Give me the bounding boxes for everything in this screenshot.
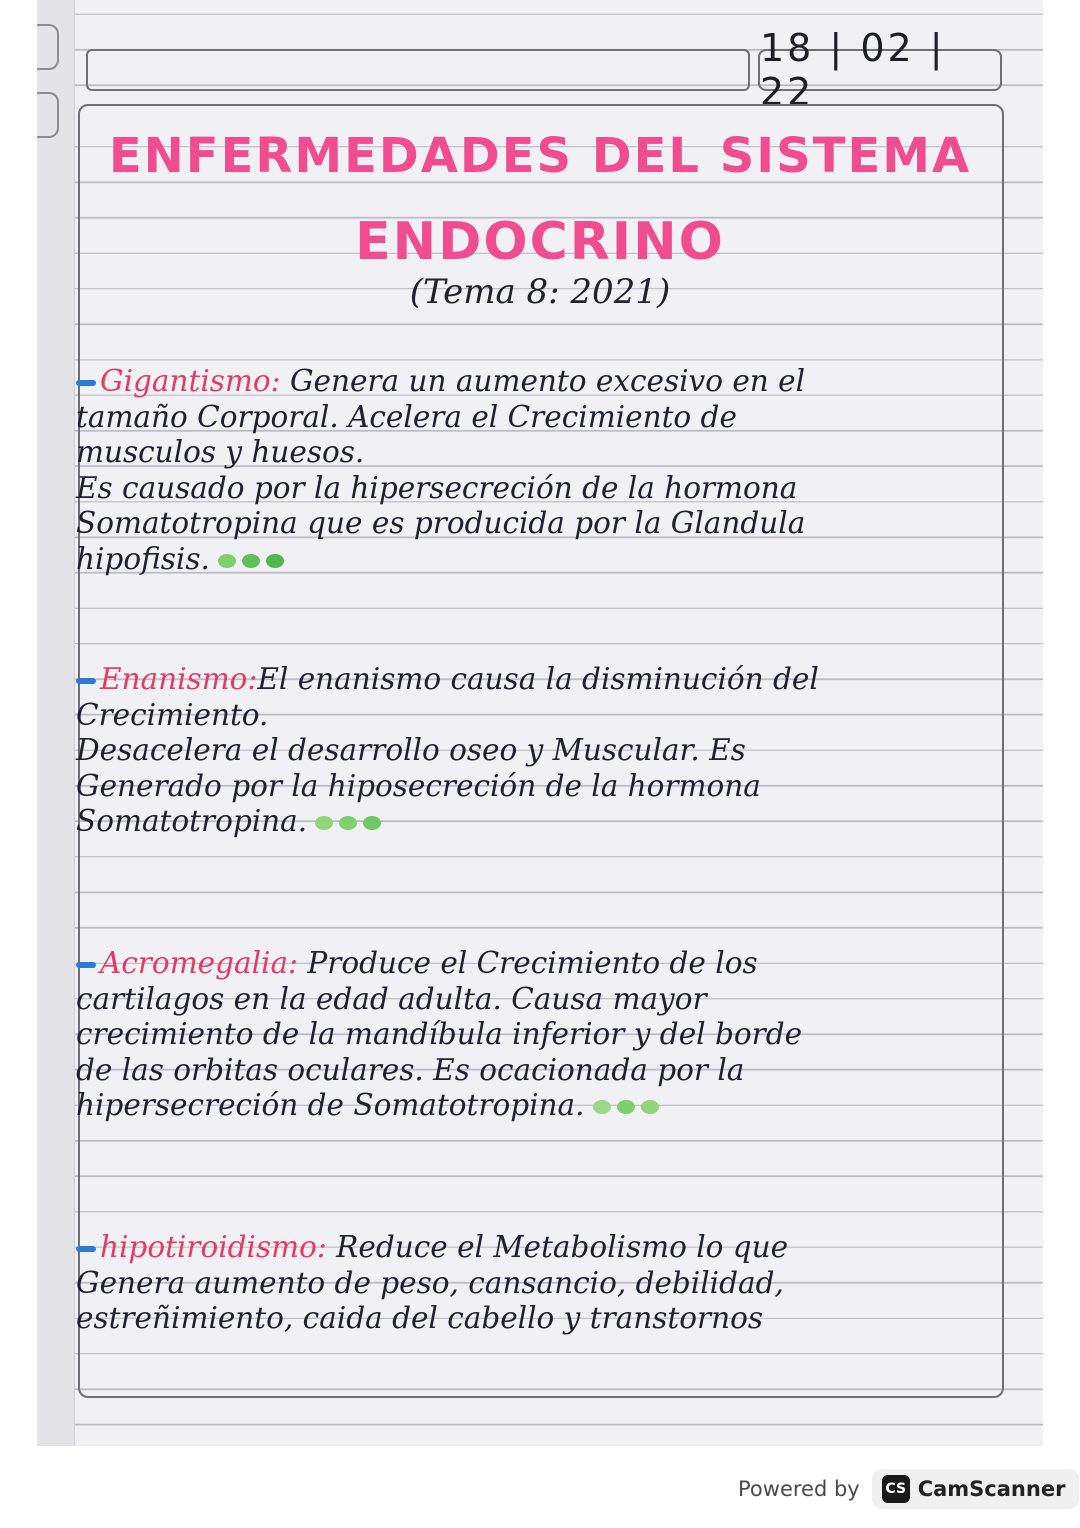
entry-line: Es causado por la hipersecreción de la hormona: [76, 470, 798, 505]
dot-icon: [363, 816, 381, 830]
entry-hipotiroidismo: [76, 1230, 1006, 1337]
dot-icon: [339, 816, 357, 830]
date-text: 18 | 02 | 22: [760, 26, 946, 114]
powered-by-text: Powered by: [738, 1477, 860, 1501]
camscanner-brand: CamScanner: [917, 1477, 1066, 1501]
entry-line: hipofisis.: [76, 541, 210, 576]
bullet-dash-icon: [76, 380, 96, 386]
bullet-dash-icon: [76, 962, 96, 968]
entry-line: Somatotropina.: [76, 804, 308, 838]
page-title: ENFERMEDADES DEL SISTEMA: [108, 128, 972, 184]
entry-term: Acromegalia:: [100, 946, 298, 980]
entry-line: estreñimiento, caida del cabello y transtornos: [76, 1301, 764, 1335]
dot-icon: [266, 554, 284, 568]
dot-icon: [617, 1100, 635, 1114]
entry-term: Gigantismo:: [100, 364, 281, 398]
green-dots-icon: [315, 816, 381, 830]
entry-line: hipersecreción de Somatotropina.: [76, 1088, 585, 1122]
spine-tab: [37, 24, 59, 70]
entry-enanismo: [76, 662, 1006, 840]
dot-icon: [218, 554, 236, 568]
entry-line: de las orbitas oculares. Es ocacionada por la: [76, 1052, 745, 1087]
spine-tab: [37, 92, 59, 138]
entry-line: cartilagos en la edad adulta. Causa mayor: [76, 981, 707, 1016]
entry-line: Desacelera el desarrollo oseo y Muscular. Es: [76, 733, 746, 767]
subtitle: (Tema 8: 2021): [409, 272, 671, 312]
page-title-line2: ENDOCRINO: [355, 212, 725, 272]
entry-line: Generado por la hiposecreción de la hormona: [76, 768, 761, 803]
entry-acromegalia: [76, 946, 1006, 1124]
entry-line: crecimiento de la mandíbula inferior y del borde: [76, 1017, 803, 1051]
header-blank-box: [86, 49, 750, 91]
entry-line: Genera un aumento excesivo en el: [280, 364, 806, 398]
entry-line: Crecimiento.: [76, 697, 269, 732]
entry-gigantismo: [76, 364, 1006, 577]
entry-term: hipotiroidismo:: [100, 1230, 327, 1264]
camscanner-logo-icon: CS: [882, 1475, 910, 1503]
camscanner-watermark: [738, 1466, 1079, 1512]
entry-line: Produce el Crecimiento de los: [298, 946, 758, 980]
entry-term: Enanismo:: [100, 662, 258, 696]
dot-icon: [593, 1100, 611, 1114]
dot-icon: [641, 1100, 659, 1114]
entry-line: musculos y huesos.: [76, 435, 365, 469]
date-box: [758, 26, 1002, 114]
entry-line: El enanismo causa la disminución del: [257, 662, 819, 696]
green-dots-icon: [218, 554, 284, 568]
entry-line: Somatotropina que es producida por la Glandula: [76, 506, 806, 540]
dot-icon: [315, 816, 333, 830]
entry-line: Genera aumento de peso, cansancio, debilidad,: [76, 1265, 784, 1300]
dot-icon: [242, 554, 260, 568]
camscanner-badge: [872, 1469, 1080, 1509]
bullet-dash-icon: [76, 678, 96, 684]
green-dots-icon: [593, 1100, 659, 1114]
bullet-dash-icon: [76, 1246, 96, 1252]
entry-line: Reduce el Metabolismo lo que: [326, 1230, 789, 1264]
entry-line: tamaño Corporal. Acelera el Crecimiento de: [76, 399, 737, 434]
